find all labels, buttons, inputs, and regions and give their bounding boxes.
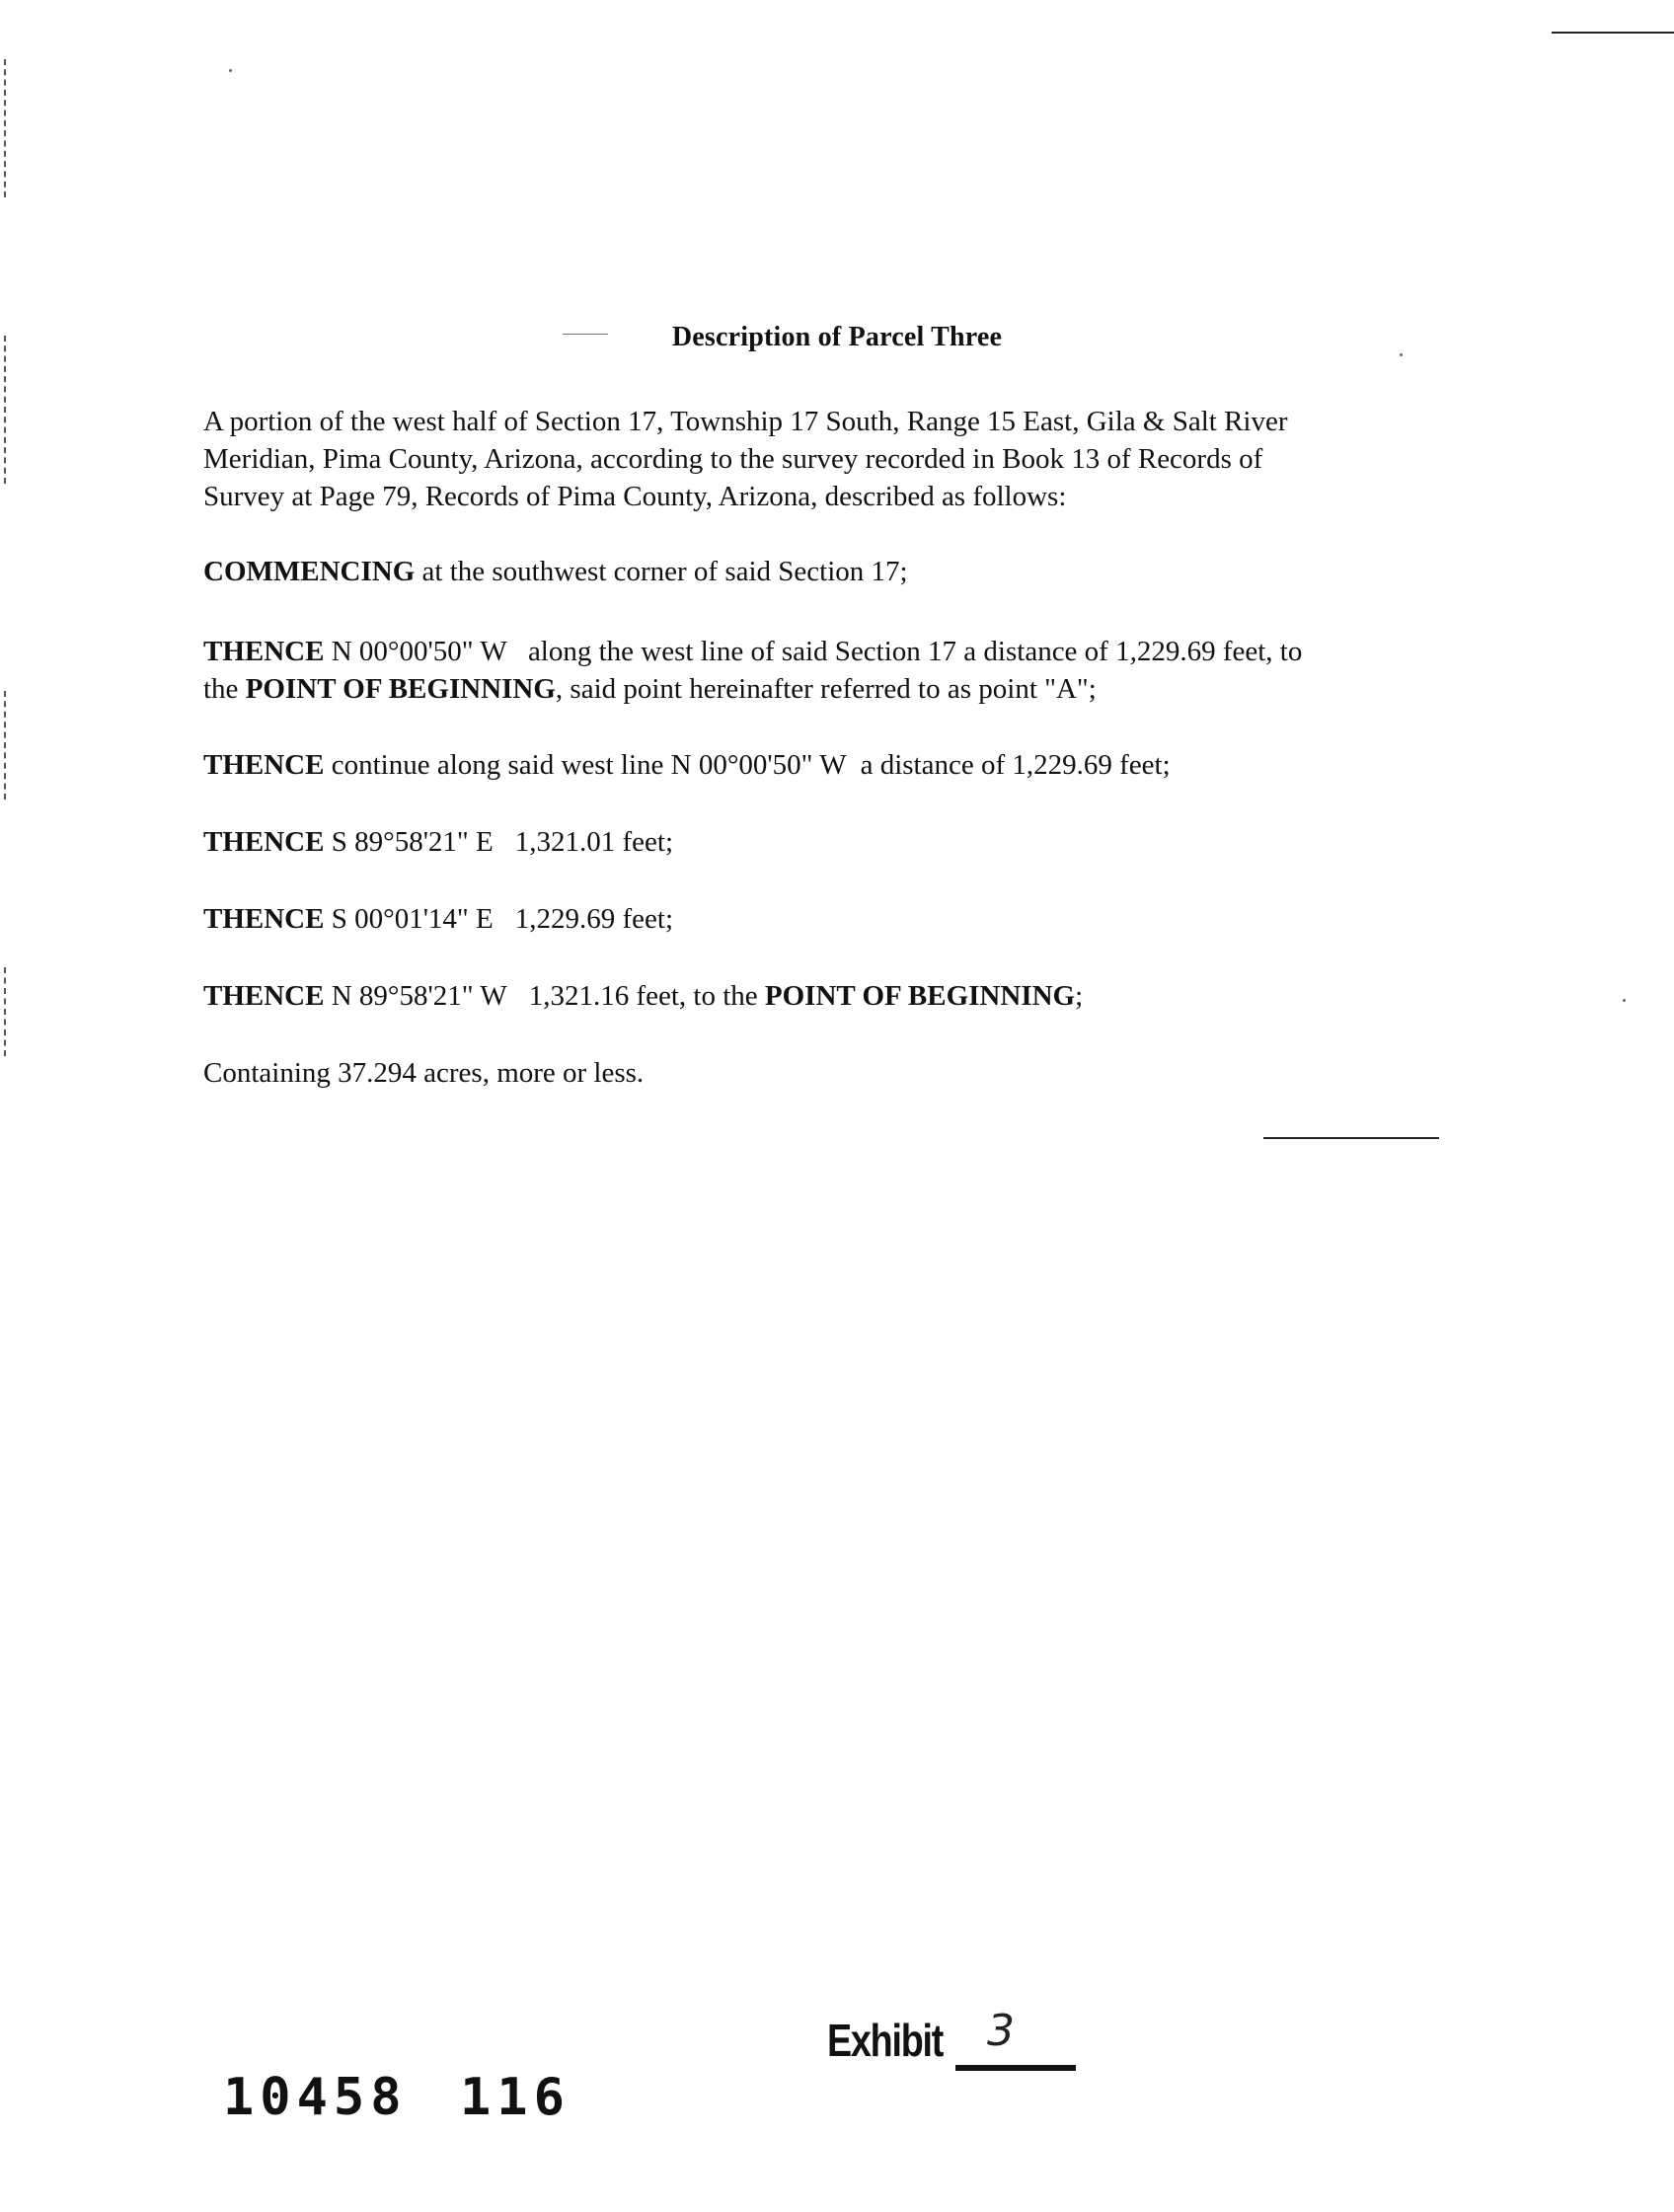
scan-speck — [1623, 999, 1626, 1002]
course-4-bearing: S 00°01'14" E — [324, 903, 494, 935]
exhibit-label: Exhibit — [827, 2015, 944, 2066]
course-1-suffix: , said point hereinafter referred to as point "A"; — [555, 673, 1097, 705]
course-1-bearing: N 00°00'50" W — [324, 636, 507, 667]
intro-paragraph — [203, 403, 1486, 515]
course-5-end: ; — [1075, 980, 1084, 1012]
course-3-paragraph — [203, 823, 1486, 861]
course-1-prefix: the — [203, 673, 246, 705]
commencing-keyword: COMMENCING — [203, 556, 416, 587]
course-1-paragraph — [203, 633, 1486, 708]
scan-edge-mark — [4, 967, 8, 1056]
course-5-pob: POINT OF BEGINNING — [764, 980, 1076, 1012]
course-5-bearing: N 89°58'21" W — [324, 980, 507, 1012]
commencing-text: at the southwest corner of said Section 17; — [415, 556, 908, 587]
course-3-bearing: S 89°58'21" E — [324, 826, 494, 858]
course-5-distance: 1,321.16 feet, to the — [528, 980, 765, 1012]
course-3-keyword: THENCE — [203, 826, 325, 858]
containing-paragraph: Containing 37.294 acres, more or less. — [203, 1057, 645, 1089]
book-stamp: 10458 — [223, 2068, 408, 2127]
course-2-keyword: THENCE — [203, 749, 325, 781]
commencing-paragraph — [203, 553, 1486, 590]
course-4-keyword: THENCE — [203, 903, 325, 935]
scan-dash-mark — [1263, 1137, 1439, 1139]
course-4-distance: 1,229.69 feet; — [514, 903, 674, 935]
course-1-keyword: THENCE — [203, 636, 325, 667]
scan-edge-mark — [4, 691, 8, 800]
scan-edge-mark — [4, 59, 8, 197]
course-2-text: continue along said west line N 00°00'50" W — [324, 749, 847, 781]
course-1-text: along the west line of said Section 17 a distance of 1,229.69 feet, to — [520, 636, 1303, 667]
course-3-distance: 1,321.01 feet; — [514, 826, 674, 858]
scan-speck — [1400, 353, 1403, 356]
course-2-paragraph — [203, 746, 1486, 784]
course-5-keyword: THENCE — [203, 980, 325, 1012]
document-title: Description of Parcel Three — [671, 322, 1003, 352]
course-4-paragraph — [203, 900, 1486, 938]
course-2-distance: a distance of 1,229.69 feet; — [860, 749, 1171, 781]
scan-edge-mark — [4, 336, 8, 484]
scan-speck — [229, 69, 232, 72]
scan-dash-mark — [1552, 32, 1674, 34]
intro-line: Survey at Page 79, Records of Pima County, Arizona, described as follows: — [203, 481, 1067, 512]
exhibit-number: 3 — [987, 2006, 1015, 2056]
intro-line: Meridian, Pima County, Arizona, according to the survey recorded in Book 13 of Records of — [203, 443, 1263, 475]
page-stamp: 116 — [460, 2068, 571, 2127]
intro-line: A portion of the west half of Section 17, Township 17 South, Range 15 East, Gila & Salt River — [203, 406, 1288, 437]
course-5-paragraph — [203, 977, 1486, 1015]
exhibit-underline — [955, 2065, 1076, 2071]
course-1-pob: POINT OF BEGINNING — [245, 673, 556, 705]
